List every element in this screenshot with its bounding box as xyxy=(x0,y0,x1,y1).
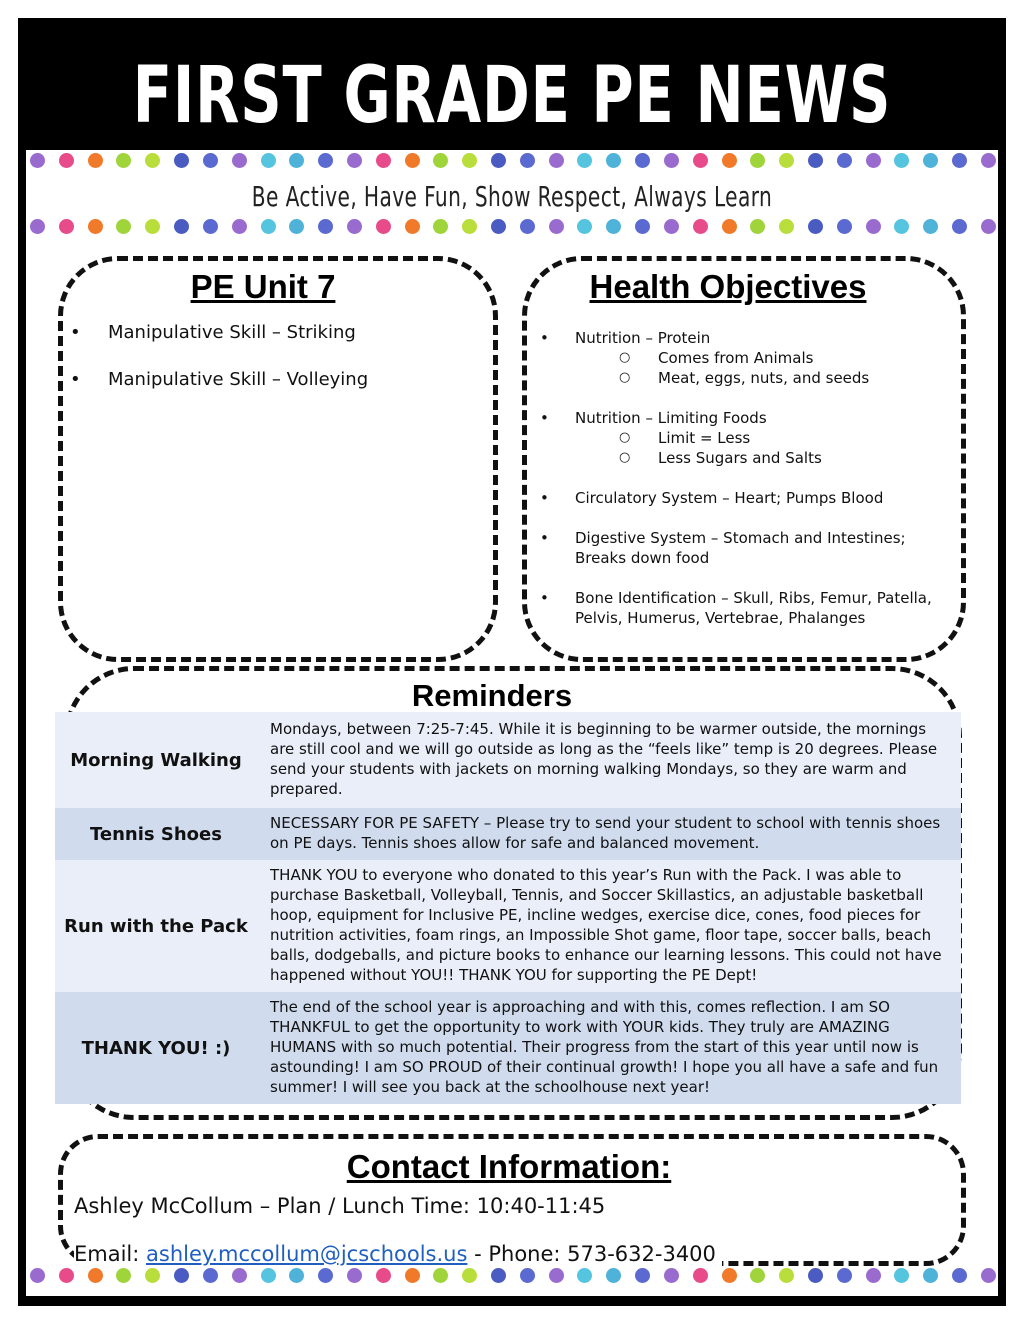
list-item: • Manipulative Skill – Volleying xyxy=(70,369,368,390)
decorative-dot xyxy=(174,219,189,234)
decorative-dot xyxy=(952,1268,967,1283)
decorative-dot xyxy=(145,1268,160,1283)
decorative-dot xyxy=(88,219,103,234)
decorative-dot xyxy=(923,219,938,234)
decorative-dot xyxy=(289,219,304,234)
separator: - xyxy=(467,1242,489,1266)
decorative-dot xyxy=(923,1268,938,1283)
decorative-dot xyxy=(30,1268,45,1283)
pe-unit-list xyxy=(70,322,368,416)
contact-name-line: Ashley McCollum – Plan / Lunch Time: 10:40-11:45 xyxy=(74,1194,606,1218)
table-row xyxy=(55,808,961,860)
decorative-dot xyxy=(520,219,535,234)
decorative-dot xyxy=(289,1268,304,1283)
list-item xyxy=(540,408,940,468)
decorative-dot xyxy=(577,219,592,234)
decorative-dot xyxy=(203,219,218,234)
decorative-dot xyxy=(347,1268,362,1283)
decorative-dot xyxy=(952,219,967,234)
decorative-dot xyxy=(145,219,160,234)
list-item: • Bone Identification – Skull, Ribs, Femur, Patella, Pelvis, Humerus, Vertebrae, Phalanges xyxy=(540,588,940,628)
decorative-dot xyxy=(664,219,679,234)
decorative-dot xyxy=(577,153,592,168)
decorative-dot xyxy=(549,219,564,234)
decorative-dot xyxy=(981,1268,996,1283)
decorative-dot xyxy=(116,1268,131,1283)
decorative-dot xyxy=(289,153,304,168)
decorative-dot xyxy=(837,219,852,234)
decorative-dot xyxy=(750,153,765,168)
contact-heading: Contact Information: xyxy=(346,1148,672,1185)
decorative-dot xyxy=(664,153,679,168)
decorative-dot xyxy=(491,153,506,168)
decorative-dot xyxy=(635,153,650,168)
decorative-dot xyxy=(894,1268,909,1283)
decorative-dot xyxy=(693,153,708,168)
list-item-text: Nutrition – Limiting Foods xyxy=(575,409,767,427)
pe-unit-box xyxy=(58,256,498,662)
decorative-dot xyxy=(376,219,391,234)
reminder-label: THANK YOU! :) xyxy=(81,1037,231,1059)
decorative-dot xyxy=(59,153,74,168)
table-row xyxy=(55,992,961,1104)
decorative-dot xyxy=(261,219,276,234)
decorative-dot xyxy=(318,1268,333,1283)
decorative-dot xyxy=(779,1268,794,1283)
decorative-dot xyxy=(462,1268,477,1283)
reminders-heading: Reminders xyxy=(411,678,573,713)
reminders-table xyxy=(55,712,961,1104)
reminder-text: Mondays, between 7:25-7:45. While it is beginning to be warmer outside, the mornings are still cool and we will go outside as long as the “feels like” temp is 20 degrees. Please send your students with jackets on morning walking Mondays, so they are warm and prepared. xyxy=(270,720,938,798)
decorative-dot xyxy=(116,219,131,234)
contact-email-line xyxy=(74,1242,722,1266)
decorative-dot xyxy=(837,1268,852,1283)
list-item: • Circulatory System – Heart; Pumps Blood xyxy=(540,488,940,508)
table-row xyxy=(55,860,961,992)
decorative-dot xyxy=(174,1268,189,1283)
decorative-dot xyxy=(549,153,564,168)
decorative-dot xyxy=(866,153,881,168)
decorative-dot xyxy=(923,153,938,168)
decorative-dot xyxy=(894,219,909,234)
decorative-dot xyxy=(779,219,794,234)
table-row xyxy=(55,712,961,808)
decorative-dot xyxy=(606,1268,621,1283)
decorative-dot xyxy=(462,153,477,168)
decorative-dot xyxy=(894,153,909,168)
decorative-dot xyxy=(606,219,621,234)
decorative-dot xyxy=(635,1268,650,1283)
decorative-dot xyxy=(750,1268,765,1283)
decorative-dot xyxy=(433,219,448,234)
decorative-dot xyxy=(722,1268,737,1283)
tagline: Be Active, Have Fun, Show Respect, Always Learn xyxy=(251,180,773,213)
decorative-dot xyxy=(59,219,74,234)
decorative-dot xyxy=(376,153,391,168)
dot-border-bottom xyxy=(30,1268,996,1286)
decorative-dot xyxy=(318,153,333,168)
sub-list-item: ○ Limit = Less xyxy=(575,428,940,448)
reminder-text: THANK YOU to everyone who donated to this year’s Run with the Pack. I was able to purchase Basketball, Volleyball, Tennis, and Soccer Skillastics, an adjustable basketball hoop, equipment for Inclusive PE, incline wedges, exercise dice, cones, food pieces for nutrition activities, foam rings, an Impossible Shot game, floor tape, soccer balls, beach balls, dodgeballs, and picture books to enhance our learning lessons. This could not have happened without YOU!! THANK YOU for supporting the PE Dept! xyxy=(270,866,942,984)
decorative-dot xyxy=(722,153,737,168)
decorative-dot xyxy=(837,153,852,168)
decorative-dot xyxy=(145,153,160,168)
phone-text: Phone: 573-632-3400 xyxy=(488,1242,716,1266)
dot-border-top xyxy=(30,153,996,171)
sub-list-item: ○ Less Sugars and Salts xyxy=(575,448,940,468)
reminder-label: Morning Walking xyxy=(70,749,242,771)
health-objectives-heading: Health Objectives xyxy=(589,268,867,305)
decorative-dot xyxy=(318,219,333,234)
decorative-dot xyxy=(30,153,45,168)
decorative-dot xyxy=(462,219,477,234)
decorative-dot xyxy=(693,219,708,234)
decorative-dot xyxy=(750,219,765,234)
decorative-dot xyxy=(981,153,996,168)
decorative-dot xyxy=(520,1268,535,1283)
reminder-text: The end of the school year is approaching and with this, comes reflection. I am SO THANKFUL to get the opportunity to work with YOUR kids. They truly are AMAZING HUMANS with so much potential. Their progress from the start of this year until now is astounding! I am SO PROUD of their continual growth! I hope you all have a safe and fun summer! I will see you back at the schoolhouse next year! xyxy=(270,998,939,1096)
decorative-dot xyxy=(376,1268,391,1283)
sub-list-item: ○ Meat, eggs, nuts, and seeds xyxy=(575,368,940,388)
list-item-text: Nutrition – Protein xyxy=(575,329,711,347)
decorative-dot xyxy=(693,1268,708,1283)
decorative-dot xyxy=(30,219,45,234)
decorative-dot xyxy=(433,153,448,168)
sub-list-item: ○ Comes from Animals xyxy=(575,348,940,368)
decorative-dot xyxy=(635,219,650,234)
decorative-dot xyxy=(405,153,420,168)
decorative-dot xyxy=(405,219,420,234)
decorative-dot xyxy=(433,1268,448,1283)
reminder-label: Tennis Shoes xyxy=(90,823,222,845)
decorative-dot xyxy=(116,153,131,168)
decorative-dot xyxy=(347,219,362,234)
decorative-dot xyxy=(520,153,535,168)
decorative-dot xyxy=(203,1268,218,1283)
decorative-dot xyxy=(866,219,881,234)
decorative-dot xyxy=(405,1268,420,1283)
email-link[interactable]: ashley.mccollum@jcschools.us xyxy=(146,1242,468,1266)
decorative-dot xyxy=(808,153,823,168)
list-item xyxy=(540,328,940,388)
decorative-dot xyxy=(232,1268,247,1283)
decorative-dot xyxy=(549,1268,564,1283)
decorative-dot xyxy=(577,1268,592,1283)
decorative-dot xyxy=(722,219,737,234)
decorative-dot xyxy=(261,153,276,168)
decorative-dot xyxy=(232,153,247,168)
decorative-dot xyxy=(779,153,794,168)
decorative-dot xyxy=(981,219,996,234)
decorative-dot xyxy=(664,1268,679,1283)
decorative-dot xyxy=(952,153,967,168)
decorative-dot xyxy=(491,1268,506,1283)
decorative-dot xyxy=(866,1268,881,1283)
decorative-dot xyxy=(491,219,506,234)
decorative-dot xyxy=(232,219,247,234)
decorative-dot xyxy=(59,1268,74,1283)
reminder-label: Run with the Pack xyxy=(64,915,248,937)
health-objectives-list xyxy=(540,328,940,648)
list-item: • Digestive System – Stomach and Intestines; Breaks down food xyxy=(540,528,940,568)
decorative-dot xyxy=(174,153,189,168)
dot-border-middle xyxy=(30,219,996,237)
decorative-dot xyxy=(261,1268,276,1283)
decorative-dot xyxy=(88,153,103,168)
decorative-dot xyxy=(88,1268,103,1283)
decorative-dot xyxy=(203,153,218,168)
decorative-dot xyxy=(808,219,823,234)
decorative-dot xyxy=(606,153,621,168)
reminder-text: NECESSARY FOR PE SAFETY – Please try to send your student to school with tennis shoes on PE days. Tennis shoes allow for safe and balanced movement. xyxy=(270,814,941,852)
newsletter-title: FIRST GRADE PE NEWS xyxy=(132,51,892,141)
list-item: • Manipulative Skill – Striking xyxy=(70,322,368,343)
decorative-dot xyxy=(347,153,362,168)
decorative-dot xyxy=(808,1268,823,1283)
email-label: Email: xyxy=(74,1242,147,1266)
pe-unit-heading: PE Unit 7 xyxy=(190,268,336,305)
